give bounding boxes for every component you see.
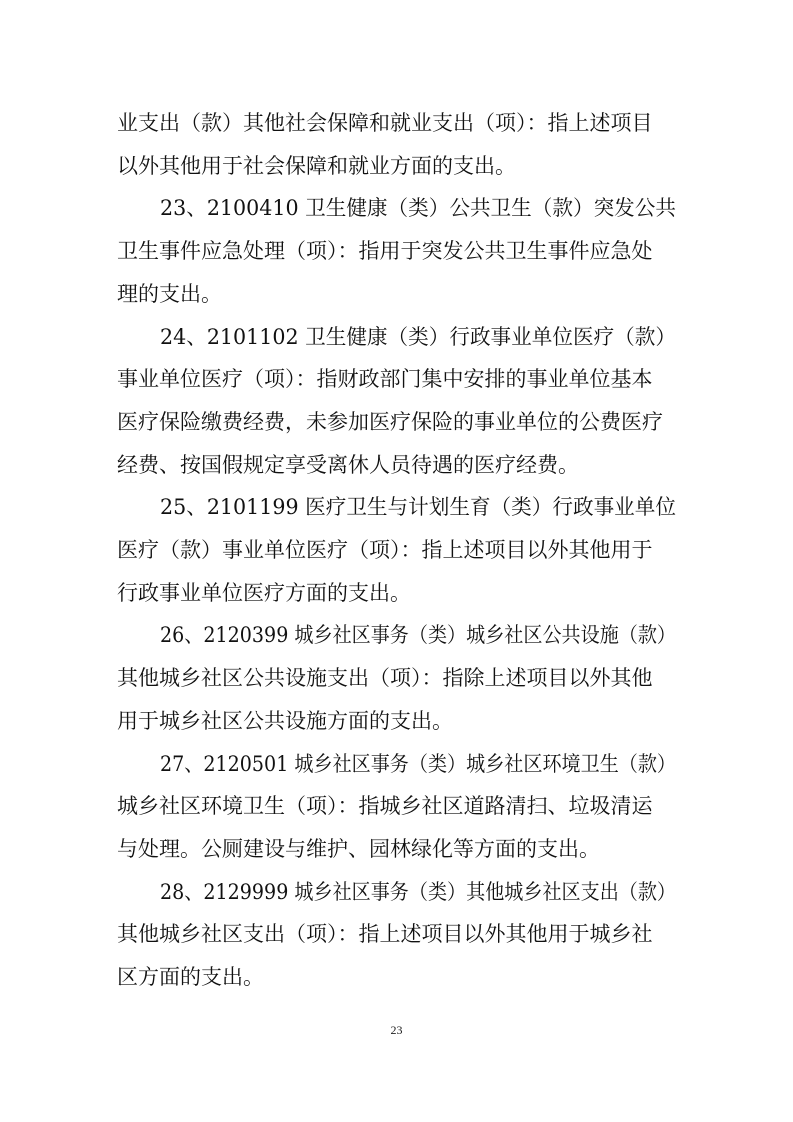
text-line — [0, 236, 793, 266]
text-line-content: 其他城乡社区公共设施支出（项）：指除上述项目以外其他 — [117, 666, 653, 690]
text-line — [0, 492, 793, 522]
text-line — [0, 151, 793, 181]
text-line-content: 医疗（款）事业单位医疗（项）：指上述项目以外其他用于 — [117, 538, 653, 562]
text-line — [0, 663, 793, 693]
text-line-content: 其他城乡社区支出（项）：指上述项目以外其他用于城乡社 — [117, 922, 653, 946]
text-line-content: 27、2120501 城乡社区事务（类）城乡社区环境卫生（款） — [160, 752, 677, 776]
text-line-content: 城乡社区环境卫生（项）：指城乡社区道路清扫、垃圾清运 — [117, 794, 653, 818]
text-line-content: 区方面的支出。 — [117, 965, 264, 989]
text-line — [0, 706, 793, 736]
text-line — [0, 407, 793, 437]
text-line — [0, 322, 793, 352]
text-line — [0, 193, 793, 223]
text-line-content: 25、2101199 医疗卫生与计划生育（类）行政事业单位 — [160, 495, 676, 519]
text-line-content: 24、2101102 卫生健康（类）行政事业单位医疗（款） — [160, 325, 676, 349]
text-line-content: 用于城乡社区公共设施方面的支出。 — [117, 709, 453, 733]
text-line — [0, 919, 793, 949]
text-line — [0, 791, 793, 821]
text-line — [0, 279, 793, 309]
text-line-content: 28、2129999 城乡社区事务（类）其他城乡社区支出（款） — [160, 880, 677, 904]
text-line-content: 行政事业单位医疗方面的支出。 — [117, 581, 411, 605]
text-line-content: 理的支出。 — [117, 282, 222, 306]
text-line-content: 与处理。公厕建设与维护、园林绿化等方面的支出。 — [117, 837, 600, 861]
text-line-content: 以外其他用于社会保障和就业方面的支出。 — [117, 154, 516, 178]
text-line — [0, 877, 793, 907]
text-line — [0, 578, 793, 608]
text-line — [0, 364, 793, 394]
text-line — [0, 535, 793, 565]
text-line — [0, 749, 793, 779]
text-line-content: 23、2100410 卫生健康（类）公共卫生（款）突发公共 — [160, 196, 676, 220]
text-line — [0, 108, 793, 138]
page-number: 23 — [390, 1023, 403, 1037]
text-line-content: 医疗保险缴费经费，未参加医疗保险的事业单位的公费医疗 — [117, 410, 663, 434]
text-line — [0, 962, 793, 992]
text-line-content: 经费、按国假规定享受离休人员待遇的医疗经费。 — [117, 453, 579, 477]
text-line — [0, 620, 793, 650]
text-line — [0, 834, 793, 864]
text-line-content: 业支出（款）其他社会保障和就业支出（项）：指上述项目 — [117, 111, 653, 135]
text-line — [0, 450, 793, 480]
text-line-content: 事业单位医疗（项）：指财政部门集中安排的事业单位基本 — [117, 367, 653, 391]
text-line-content: 26、2120399 城乡社区事务（类）城乡社区公共设施（款） — [160, 623, 677, 647]
text-line-content: 卫生事件应急处理（项）：指用于突发公共卫生事件应急处 — [117, 239, 653, 263]
